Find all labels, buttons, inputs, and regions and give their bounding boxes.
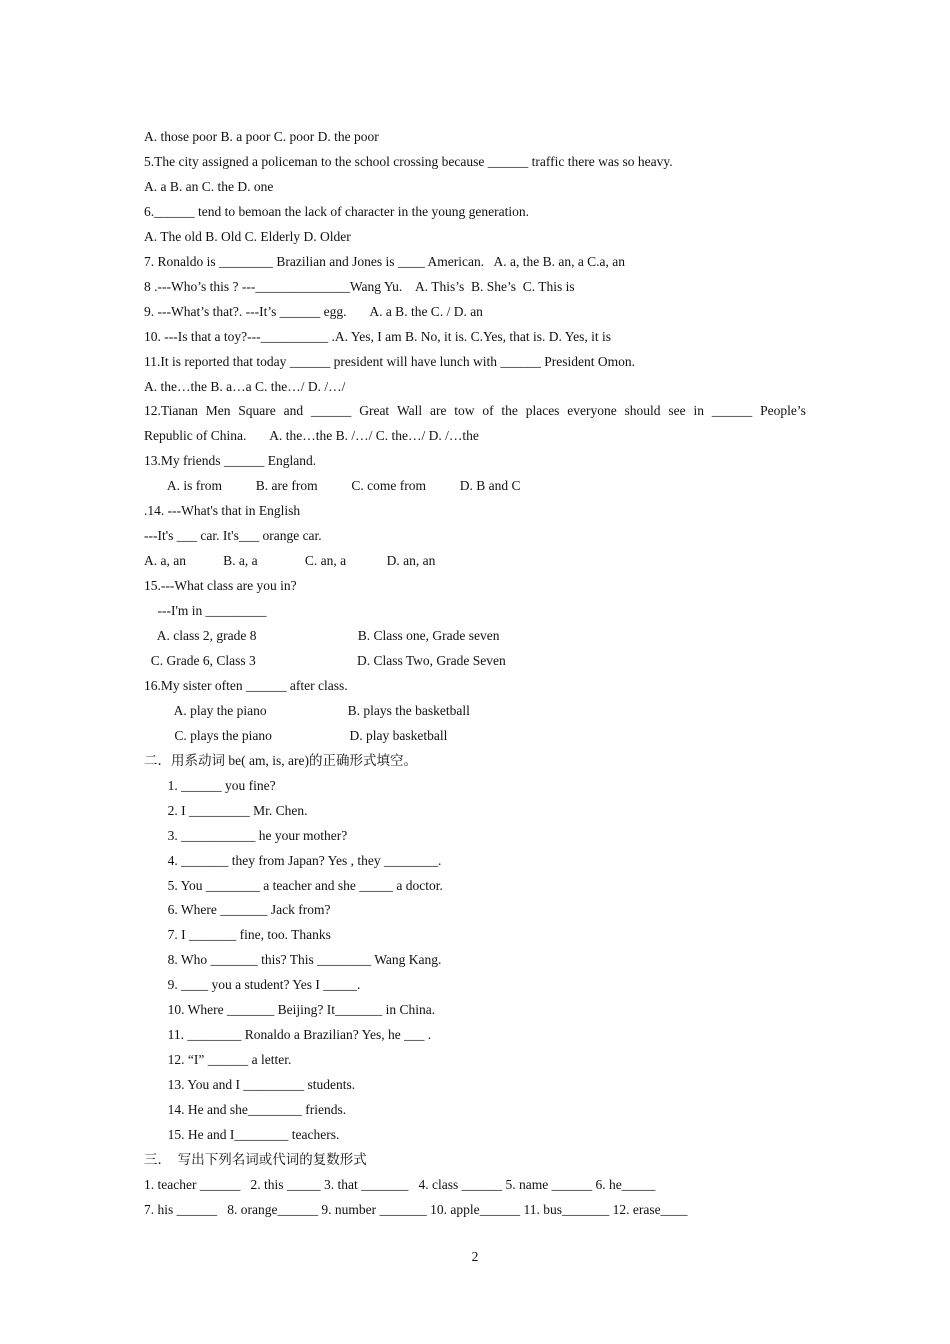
text-line: 10. ---Is that a toy?---__________ .A. Yes, I am B. No, it is. C.Yes, that is. D. Yes, it is xyxy=(144,328,612,344)
text-line: 7. Ronaldo is ________ Brazilian and Jones is ____ American. A. a, the B. an, a C.a, an xyxy=(144,253,626,269)
text-line: 7. his ______ 8. orange______ 9. number _______ 10. apple______ 11. bus_______ 12. erase____ xyxy=(144,1201,688,1217)
text-line: 14. He and she________ friends. xyxy=(144,1102,347,1117)
text-word: of xyxy=(482,403,494,419)
text-line: 9. ---What’s that?. ---It’s ______ egg. A. a B. the C. / D. an xyxy=(144,303,483,319)
text-word: Square xyxy=(238,403,276,419)
text-line: A. a B. an C. the D. one xyxy=(144,178,274,194)
text-line: 8. Who _______ this? This ________ Wang Kang. xyxy=(144,952,442,968)
text-line: 8 .---Who’s this ? ---______________Wang Yu. A. This’s B. She’s C. This is xyxy=(144,278,575,294)
text-word: 12.Tianan xyxy=(144,403,198,419)
text-line: 2. I _________ Mr. Chen. xyxy=(144,802,308,818)
text-line: C. Grade 6, Class 3 D. Class Two, Grade Seven xyxy=(144,652,506,668)
text-line: 9. ____ you a student? Yes I _____. xyxy=(144,977,361,993)
page-number: 2 xyxy=(471,1249,479,1264)
text-line: 16.My sister often ______ after class. xyxy=(144,677,348,693)
text-line: 6. Where _______ Jack from? xyxy=(144,902,331,918)
text-word: tow xyxy=(454,403,475,419)
text-line: C. plays the piano D. play basketball xyxy=(144,727,448,743)
text-line xyxy=(144,403,806,419)
text-line: A. is from B. are from C. come from D. B and C xyxy=(144,478,521,494)
text-line: 7. I _______ fine, too. Thanks xyxy=(144,927,331,943)
text-line: A. play the piano B. plays the basketball xyxy=(144,702,470,718)
text-word: places xyxy=(525,403,560,419)
text-line: ---It's ___ car. It's___ orange car. xyxy=(144,528,322,544)
text-line: 6.______ tend to bemoan the lack of character in the young generation. xyxy=(144,203,529,219)
text-line: 三． 写出下列名词或代词的复数形式 xyxy=(144,1151,367,1167)
text-line: A. the…the B. a…a C. the…/ D. /…/ xyxy=(144,378,346,394)
text-word: Men xyxy=(205,403,231,419)
text-line: 二．用系动词 be( am, is, are)的正确形式填空。 xyxy=(144,752,417,768)
text-word: the xyxy=(501,403,518,419)
text-line: 15.---What class are you in? xyxy=(144,578,297,594)
text-line: A. class 2, grade 8 B. Class one, Grade seven xyxy=(144,628,500,643)
text-line: 1. ______ you fine? xyxy=(144,777,276,793)
text-word: Great xyxy=(359,403,390,419)
text-line: 4. _______ they from Japan? Yes , they ________. xyxy=(144,852,442,868)
text-line: ---I'm in _________ xyxy=(144,603,267,618)
text-line: 11. ________ Ronaldo a Brazilian? Yes, he ___ . xyxy=(144,1027,432,1043)
text-word: ______ xyxy=(310,403,352,419)
text-line: 5.The city assigned a policeman to the school crossing because ______ traffic there was so heavy. xyxy=(144,153,673,169)
text-word: see xyxy=(668,403,686,419)
text-line: 3. ___________ he your mother? xyxy=(144,827,348,843)
text-word: and xyxy=(283,403,304,419)
text-word: should xyxy=(624,403,661,419)
text-line: 5. You ________ a teacher and she _____ a doctor. xyxy=(144,877,443,893)
text-line: 13.My friends ______ England. xyxy=(144,453,317,469)
text-line: 13. You and I _________ students. xyxy=(144,1077,356,1093)
text-line: A. a, an B. a, a C. an, a D. an, an xyxy=(144,553,436,569)
text-line: .14. ---What's that in English xyxy=(144,503,301,519)
text-line: 12. “I” ______ a letter. xyxy=(144,1052,292,1068)
text-word: are xyxy=(429,403,447,419)
text-line: 11.It is reported that today ______ president will have lunch with ______ President Omon. xyxy=(144,353,636,369)
text-line: 1. teacher ______ 2. this _____ 3. that _______ 4. class ______ 5. name ______ 6. he_____ xyxy=(144,1176,656,1192)
text-line: Republic of China. A. the…the B. /…/ C. the…/ D. /…the xyxy=(144,428,479,444)
text-word: Wall xyxy=(397,403,423,419)
text-word: People’s xyxy=(760,403,806,419)
text-line: 10. Where _______ Beijing? It_______ in China. xyxy=(144,1002,436,1018)
text-word: everyone xyxy=(567,403,617,419)
text-word: ______ xyxy=(711,403,753,419)
text-word: in xyxy=(693,403,704,419)
text-line: A. The old B. Old C. Elderly D. Older xyxy=(144,228,351,244)
text-line: A. those poor B. a poor C. poor D. the poor xyxy=(144,129,379,144)
text-line: 15. He and I________ teachers. xyxy=(144,1127,340,1142)
